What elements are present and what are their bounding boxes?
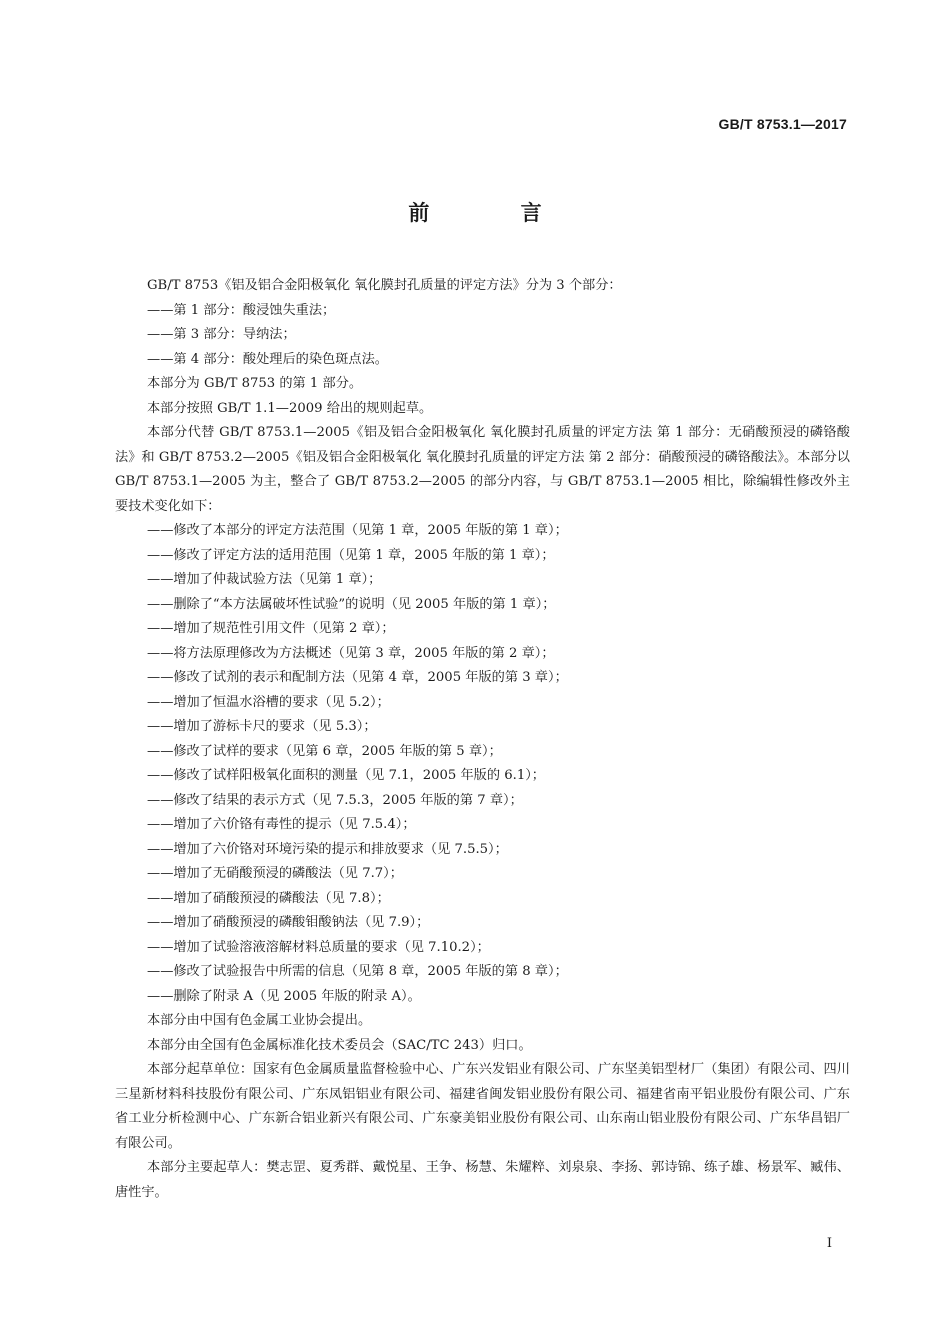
paragraph: 本部分为 GB/T 8753 的第 1 部分。 (147, 376, 363, 391)
list-item: ——第 4 部分：酸处理后的染色斑点法。 (147, 351, 388, 367)
list-item: ——修改了评定方法的适用范围（见第 1 章，2005 年版的第 1 章）； (147, 547, 555, 563)
page-title: 前 言 (408, 201, 584, 225)
list-item: ——增加了试验溶液溶解材料总质量的要求（见 7.10.2）； (147, 939, 490, 955)
list-item: ——增加了硝酸预浸的磷酸法（见 7.8）； (147, 890, 390, 906)
foreword-body (115, 274, 850, 1205)
drafting-units: 本部分起草单位：国家有色金属质量监督检验中心、广东兴发铝业有限公司、广东坚美铝型材厂（集团）有限公司、四川三星新材料科技股份有限公司、广东凤铝铝业有限公司、福建省闽发铝业股份有限公司、福建省南平铝业股份有限公司、广东省工业分析检测中心、广东新合铝业新兴有限公司、广东豪美铝业股份有限公司、山东南山铝业股份有限公司、广东华昌铝厂有限公司。 (115, 1062, 850, 1151)
paragraph: 本部分按照 GB/T 1.1—2009 给出的规则起草。 (147, 400, 433, 416)
list-item: ——删除了附录 A（见 2005 年版的附录 A）。 (147, 988, 421, 1004)
list-item: ——增加了恒温水浴槽的要求（见 5.2）； (147, 694, 390, 710)
paragraph: GB/T 8753《铝及铝合金阳极氧化 氧化膜封孔质量的评定方法》分为 3 个部分： (147, 278, 622, 293)
list-item: ——修改了本部分的评定方法范围（见第 1 章，2005 年版的第 1 章）； (147, 523, 568, 538)
list-item: ——增加了硝酸预浸的磷酸钼酸钠法（见 7.9）； (147, 915, 430, 930)
list-item: ——第 1 部分：酸浸蚀失重法； (147, 302, 336, 318)
list-item: ——增加了六价铬对环境污染的提示和排放要求（见 7.5.5）； (147, 841, 508, 857)
drafters: 本部分主要起草人：樊志罡、夏秀群、戴悦星、王争、杨慧、朱耀粹、刘泉泉、李扬、郭诗锦、练子雄、杨景军、臧伟、唐性宇。 (115, 1160, 850, 1200)
list-item: ——增加了六价铬有毒性的提示（见 7.5.4）； (147, 817, 416, 832)
list-item: ——增加了无硝酸预浸的磷酸法（见 7.7）； (147, 866, 403, 881)
list-item: ——第 3 部分：导纳法； (147, 327, 296, 342)
list-item: ——修改了试样阳极氧化面积的测量（见 7.1，2005 年版的 6.1）； (147, 768, 545, 783)
page-number: I (826, 1236, 832, 1251)
paragraph: 本部分代替 GB/T 8753.1—2005《铝及铝合金阳极氧化 氧化膜封孔质量的评定方法 第 1 部分：无硝酸预浸的磷铬酸法》和 GB/T 8753.2—2005《铝及铝合金阳极氧化 氧化膜封孔质量的评定方法 第 2 部分：硝酸预浸的磷铬酸法》。本部分以 GB/T 8753.1—2005 为主，整合了 GB/T 8753.2—2005 的部分内容，与 GB/T 8753.1—2005 相比，除编辑性修改外主要技术变化如下： (115, 425, 850, 514)
list-item: ——增加了游标卡尺的要求（见 5.3）； (147, 719, 377, 734)
list-item: ——删除了“本方法属破坏性试验”的说明（见 2005 年版的第 1 章）； (147, 596, 556, 612)
list-item: ——增加了规范性引用文件（见第 2 章）； (147, 621, 395, 636)
list-item: ——修改了结果的表示方式（见 7.5.3，2005 年版的第 7 章）； (147, 792, 523, 808)
list-item: ——修改了试验报告中所需的信息（见第 8 章，2005 年版的第 8 章）； (147, 964, 568, 979)
list-item: ——将方法原理修改为方法概述（见第 3 章，2005 年版的第 2 章）； (147, 645, 555, 661)
paragraph: 本部分由全国有色金属标准化技术委员会（SAC/TC 243）归口。 (147, 1037, 532, 1053)
list-item: ——增加了仲裁试验方法（见第 1 章）； (147, 572, 382, 587)
standard-code: GB/T 8753.1—2017 (718, 116, 847, 132)
list-item: ——修改了试样的要求（见第 6 章，2005 年版的第 5 章）； (147, 743, 502, 759)
paragraph: 本部分由中国有色金属工业协会提出。 (147, 1013, 372, 1028)
list-item: ——修改了试剂的表示和配制方法（见第 4 章，2005 年版的第 3 章）； (147, 670, 568, 685)
